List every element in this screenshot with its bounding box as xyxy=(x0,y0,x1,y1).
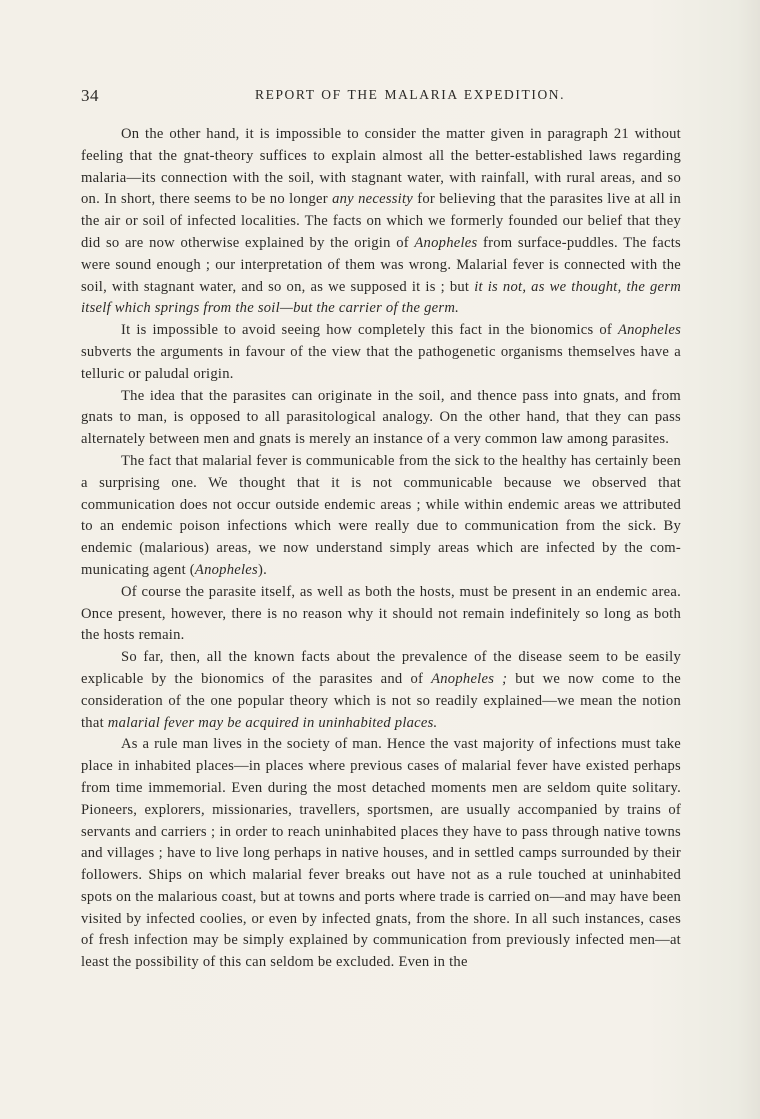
text-run: So far, then, all the known facts about the prevalence of the disease seem to be easily explicable by the bionomics of the parasites and of xyxy=(81,649,681,687)
paragraph xyxy=(81,582,681,647)
running-head: REPORT OF THE MALARIA EXPEDITION. xyxy=(255,87,566,102)
text-run: On the other hand, it is impossible to consider the matter given in paragraph 21 without feeling that the gnat-theory suffices to explain almost all the better-established laws regarding malaria—its connection with the soil, with stagnant water, with rainfall, with rural areas, and so on. In short, there seems to be no longer xyxy=(81,126,681,208)
page-number: 34 xyxy=(81,86,99,105)
text-run: The fact that malarial fever is communicable from the sick to the healthy has certainly been a surprising one. We thought that it is not communicable because we observed that communication does not occur outside endemic areas ; while within endemic areas we attributed to an endemic poison infections which were really due to communication from the sick. By endemic (malarious) areas, we now understand simply areas which are infected by the com-municating agent ( xyxy=(81,452,681,578)
text-run: from surface-puddles. The facts were sound enough ; our interpretation of them was wrong. Malarial fever is connected with the soil, with stagnant water, and so on, as we supposed it is ; but xyxy=(81,234,681,295)
italic-run: any necessity xyxy=(332,191,414,208)
paragraph xyxy=(81,386,681,451)
text-run: but we now come to the consideration of the one popular theory which is not so readily explained—we mean the notion that xyxy=(81,670,681,731)
paragraph xyxy=(81,734,681,974)
italic-run: Anopheles ; xyxy=(431,670,508,687)
text-run: for believing that the parasites live at all in the air or soil of infected localities. The facts on which we formerly founded our belief that they did so are now otherwise explained by the origin of xyxy=(81,191,681,251)
paragraph xyxy=(81,320,681,385)
text-run: It is impossible to avoid seeing how completely this fact in the bionomics of xyxy=(121,322,618,339)
italic-run: Anopheles xyxy=(194,561,258,578)
body-text xyxy=(81,124,681,974)
text-run: Of course the parasite itself, as well as both the hosts, must be present in an endemic area. Once present, however, there is no reason why it should not remain indefinitely so long as both the hosts remain. xyxy=(81,583,681,644)
text-run: The idea that the parasites can originate in the soil, and thence pass into gnats, and from gnats to man, is opposed to all parasitological analogy. On the other hand, that they can pass alternately between men and gnats is merely an instance of a very common law among parasites. xyxy=(81,387,681,448)
italic-run: Anopheles xyxy=(617,322,681,339)
italic-run: it is not, as we thought, the germ itself which springs from the soil—but the carrier of the germ. xyxy=(81,278,681,317)
text-run: As a rule man lives in the society of man. Hence the vast majority of infections must take place in inhabited places—in places where previous cases of malarial fever have existed perhaps from time immemorial. Even during the most detached moments men are seldom quite solitary. Pioneers, explorers, missionaries, travellers, sportsmen, are usually accompanied by trains of servants and carriers ; in order to reach uninhabited places they have to pass through native towns and villages ; have to live long perhaps in native houses, and in settled camps surrounded by their followers. Ships on which malarial fever breaks out have not as a rule touched at uninhabited spots on the malarious coast, but at towns and ports where trade is carried on—and may have been visited by infected coolies, or even by infected gnats, from the shore. In all such instances, cases of fresh infection may be simply explained by communication from previously infected men—at least the possibility of this can seldom be excluded. Even in the xyxy=(81,736,681,971)
text-run: subverts the arguments in favour of the view that the pathogenetic organisms themselves have a telluric or paludal origin. xyxy=(81,343,681,382)
page-header xyxy=(81,86,681,106)
paragraph xyxy=(81,451,681,582)
paragraph xyxy=(81,647,681,734)
italic-run: malarial fever may be acquired in uninhabited places. xyxy=(107,714,438,731)
text-run: ). xyxy=(257,561,267,578)
paragraph xyxy=(81,124,681,320)
italic-run: Anopheles xyxy=(414,234,478,251)
